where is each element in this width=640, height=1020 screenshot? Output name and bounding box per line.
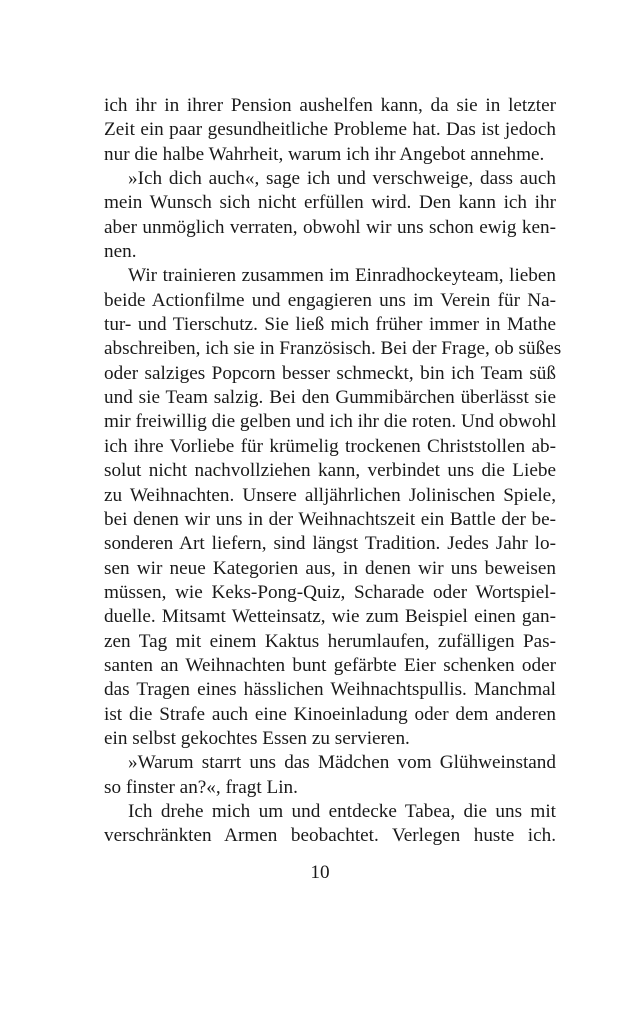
text-line: zen Tag mit einem Kaktus herumlaufen, zufälligen Pas- bbox=[104, 630, 556, 652]
page-number: 10 bbox=[310, 862, 330, 883]
text-line: ist die Strafe auch eine Kinoeinladung oder dem anderen bbox=[104, 703, 556, 725]
text-line: »Warum starrt uns das Mädchen vom Glühweinstand bbox=[128, 752, 556, 774]
text-line: so finster an?«, fragt Lin. bbox=[104, 776, 298, 798]
text-line: Ich drehe mich um und entdecke Tabea, die uns mit bbox=[128, 800, 556, 822]
text-line: duelle. Mitsamt Wetteinsatz, wie zum Beispiel einen gan- bbox=[104, 606, 556, 628]
text-line: mir freiwillig die gelben und ich ihr die roten. Und obwohl bbox=[104, 411, 557, 433]
text-line: oder salziges Popcorn besser schmeckt, bin ich Team süß bbox=[104, 362, 556, 384]
paragraph-2 bbox=[104, 167, 556, 264]
paragraph-1 bbox=[104, 94, 556, 167]
text-line: abschreiben, ich sie in Französisch. Bei der Frage, ob süßes bbox=[104, 338, 562, 360]
text-line: ich ihr in ihrer Pension aushelfen kann, da sie in letzter bbox=[104, 95, 556, 116]
text-line: mein Wunsch sich nicht erfüllen wird. Den kann ich ihr bbox=[104, 192, 556, 214]
text-line: bei denen wir uns in der Weihnachtszeit ein Battle der be- bbox=[104, 508, 556, 530]
text-line: »Ich dich auch«, sage ich und verschweige, dass auch bbox=[128, 168, 556, 190]
text-line: ein selbst gekochtes Essen zu servieren. bbox=[104, 727, 410, 749]
text-line: beide Actionfilme und engagieren uns im Verein für Na- bbox=[104, 289, 556, 311]
text-line: zu Weihnachten. Unsere alljährlichen Jolinischen Spiele, bbox=[104, 484, 556, 506]
text-line: nur die halbe Wahrheit, warum ich ihr Angebot annehme. bbox=[104, 143, 545, 165]
text-line: müssen, wie Keks-Pong-Quiz, Scharade oder Wortspiel- bbox=[104, 581, 556, 603]
text-line: santen an Weihnachten bunt gefärbte Eier schenken oder bbox=[104, 654, 556, 676]
text-line: und sie Team salzig. Bei den Gummibärchen überlässt sie bbox=[104, 387, 556, 409]
text-line: nen. bbox=[104, 241, 137, 263]
paragraph-3 bbox=[104, 264, 562, 751]
text-line: sen wir neue Kategorien aus, in denen wir uns beweisen bbox=[104, 557, 556, 579]
text-line: sonderen Art liefern, sind längst Tradition. Jedes Jahr lo- bbox=[104, 533, 556, 555]
text-line: tur- und Tierschutz. Sie ließ mich früher immer in Mathe bbox=[104, 314, 556, 336]
text-line: ich ihre Vorliebe für krümelig trockenen Christstollen ab- bbox=[104, 435, 556, 457]
text-line: Wir trainieren zusammen im Einradhockeyteam, lieben bbox=[128, 265, 556, 287]
text-line: solut nicht nachvollziehen kann, verbindet uns die Liebe bbox=[104, 460, 556, 482]
text-line: aber unmöglich verraten, obwohl wir uns schon ewig ken- bbox=[104, 216, 556, 238]
paragraph-5 bbox=[104, 800, 556, 849]
text-line: Zeit ein paar gesundheitliche Probleme hat. Das ist jedoch bbox=[104, 119, 556, 141]
text-line: das Tragen eines hässlichen Weihnachtspullis. Manchmal bbox=[104, 679, 556, 701]
book-page-text bbox=[104, 94, 562, 849]
text-line: verschränkten Armen beobachtet. Verlegen huste ich. bbox=[104, 825, 556, 847]
paragraph-4 bbox=[104, 751, 556, 800]
